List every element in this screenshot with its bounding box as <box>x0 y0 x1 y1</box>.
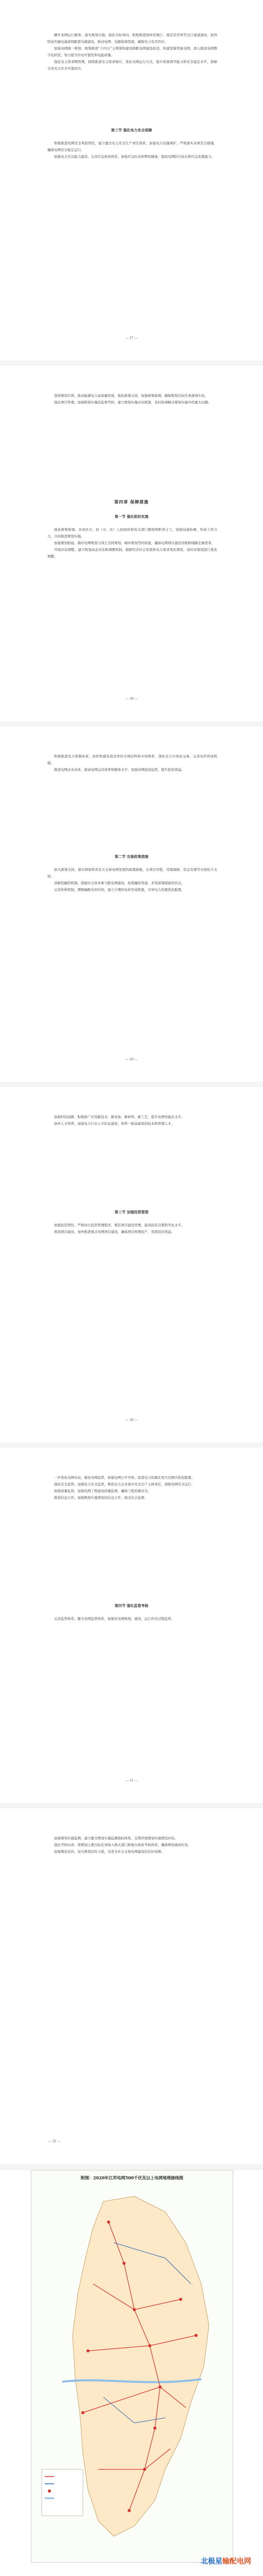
paragraph: 创新投融资机制。鼓励社会资本参与配电网建设，拓宽融资渠道，多渠道筹措建设资金。 <box>54 881 185 885</box>
paragraph: 推进项目建设。加快推进重点电网项目建设，确保项目按期投产，发挥投资效益。 <box>54 1230 174 1234</box>
paragraph: 加强科技创新，积极推广应用新技术、新设备、新材料、新工艺，提升电网智能化水平。 <box>54 1115 185 1119</box>
page-3-body <box>47 753 217 773</box>
grid-map-graphic <box>31 2181 233 2562</box>
document-page-6 <box>0 1808 263 2164</box>
province-outline <box>73 2196 209 2536</box>
page-separator <box>0 1803 263 1808</box>
watermark-logo <box>201 2558 251 2565</box>
page-4-body <box>47 1114 217 1127</box>
page-number: — 30 — <box>125 1418 138 1422</box>
page-separator <box>0 2164 263 2170</box>
page-separator <box>0 1443 263 1448</box>
section-heading: 第一节 强化组织实施 <box>114 514 149 519</box>
page-number: — 27 — <box>125 336 138 340</box>
paragraph: 加强质量监管。加强电网工程建设质量监督，确保工程质量安全。 <box>54 1489 151 1493</box>
paragraph: 强化电力需求侧管理，持续推进电力需求响应，优化电网运行方式，提升系统调节能力和安全稳定水平，保障全省电力安全可靠供应。 <box>47 60 217 71</box>
section-heading: 第四节 强化监管考核 <box>114 1603 149 1608</box>
paragraph: 加强舆论宣传。加大规划宣传力度，营造全社会支持电网建设的良好氛围。 <box>54 1850 165 1854</box>
page-3-section-body <box>47 867 217 893</box>
watermark-part-1: 北极星 <box>201 2557 222 2566</box>
page-number: — 32 — <box>48 2140 61 2143</box>
page-separator <box>0 361 263 366</box>
page-4-section-body <box>47 1222 217 1235</box>
section-heading: 第二节 完善政策措施 <box>114 854 149 859</box>
page-separator <box>0 721 263 726</box>
paragraph: 积极推进电网安全风险管控，建立健全电力安全生产责任体系，加强电力设施保护，严格落实各项安全措施，确保电网安全稳定运行。 <box>47 141 217 152</box>
paragraph: 强化统筹协调。各设区市、县（市、区）人民政府和有关部门要按照职责分工，加强沟通协调，形成工作合力，共同推进规划实施。 <box>47 528 217 538</box>
paragraph: 坚持规划引领，推动能源电力高质量发展，强化政策支持，加强统筹协调，确保规划目标任务落到实处。 <box>54 394 208 398</box>
paragraph: 完善监管体系。健全电网监管体系，加强对电网规划、建设、运行的全过程监管。 <box>54 1617 174 1621</box>
paragraph: 加快人才培养，加强电力行业人才队伍建设，培养一批高素质的技术和管理人才。 <box>54 1122 174 1126</box>
page-6-body <box>47 1835 217 1855</box>
page-5-body <box>47 1475 217 1501</box>
document-page-1 <box>0 0 263 361</box>
paragraph: 推进电网企业改革，提高电网运营效率和服务水平，加强电网投资监管，提升投资效益。 <box>54 768 185 772</box>
paragraph: 强化考核问责。将规划主要目标任务纳入相关部门和地方政府考核体系，确保规划落到实处。 <box>54 1843 191 1847</box>
paragraph: 一步优化电网布局，强化电网监管，加强电网公平开放，促进电力资源在更大范围内优化配置。 <box>54 1476 195 1480</box>
section-heading: 第三节 强化电力安全保障 <box>111 128 152 132</box>
paragraph: 加强规划衔接。做好电网规划与国土空间规划、城乡规划等的衔接，确保电网项目建设用地和线路走廊需求。 <box>54 541 215 545</box>
paragraph: 加强投资管控。严格执行投资管理程序，规范项目建设管理，提高投资决策科学化水平。 <box>54 1223 185 1227</box>
page-number: — 29 — <box>125 1058 138 1061</box>
page-separator <box>0 1082 263 1087</box>
page-2-section-body <box>47 527 217 560</box>
paragraph: 积极推进电力体制改革，加快构建有效竞争的市场结构和市场体系，深化电力市场化交易，完善电价形成机制。 <box>47 754 217 765</box>
document-page-2 <box>0 366 263 721</box>
section-heading: 第三节 加强投资管理 <box>114 1210 149 1214</box>
paragraph: 加强电网统一规划，统筹推进“十四五”主网架构建设和配电网建设改造，构建坚强智能电网，深入推进电网数字化转型，努力提升供电可靠性和电能质量。 <box>47 46 217 57</box>
page-number: — 31 — <box>125 1779 138 1783</box>
page-2-body <box>47 393 217 406</box>
paragraph: 完善价格机制。理顺输配电价结构，建立合理的电价形成机制，引导电力资源优化配置。 <box>54 888 185 892</box>
page-number: — 28 — <box>125 697 138 701</box>
chapter-heading: 第四章 保障措施 <box>114 499 149 504</box>
paragraph: 加强电力应急能力建设，完善应急预案体系，加强应急队伍和物资储备，提高电网防灾抗灾和应急处置能力。 <box>54 155 215 159</box>
paragraph: 强化项目管理，加强规划实施的监督考核，建立规划实施评估机制，及时协调解决规划实施中的重大问题。 <box>54 400 212 404</box>
document-page-3 <box>0 726 263 1082</box>
page-1-body <box>47 32 217 72</box>
paragraph: 强化安全监管。加强电力安全监管，督促电力企业落实安全生产主体责任，保障电网安全运行。 <box>54 1482 195 1486</box>
paragraph: 加大政策支持。落实国家和省有关支持电网发展的政策措施，在项目审批、用地保障、资金安排等方面给予支持。 <box>47 868 217 878</box>
paragraph: 推进信息公开。加强规划实施情况的信息公开，接受社会监督。 <box>54 1496 148 1500</box>
document-page-5 <box>0 1448 263 1803</box>
paragraph: 横开电网运行服务，落实规划实施，强化目标导向。积极推进扬州至镇江、南京至常州等过江通道建设，加快特高压输电通道和配套电源建设，推动电网、电源协调发展，确保电力有序供应。 <box>47 33 217 44</box>
map-figure <box>31 2170 233 2563</box>
document-page-4 <box>0 1087 263 1443</box>
paragraph: 加强规划实施监测，建立健全规划实施监测指标体系，定期开展规划实施情况评估。 <box>54 1836 178 1840</box>
map-title: 附图：2020年江苏电网500千伏及以上电网地理接线图 <box>81 2175 183 2180</box>
page-1-section-body <box>47 140 217 160</box>
page-5-section-body <box>47 1616 217 1622</box>
watermark-part-2: 输配电网 <box>222 2557 251 2566</box>
paragraph: 开展评估调整。建立规划动态评估和调整机制，根据经济社会发展和电力需求变化情况，适时对规划进行优化调整。 <box>47 548 217 558</box>
